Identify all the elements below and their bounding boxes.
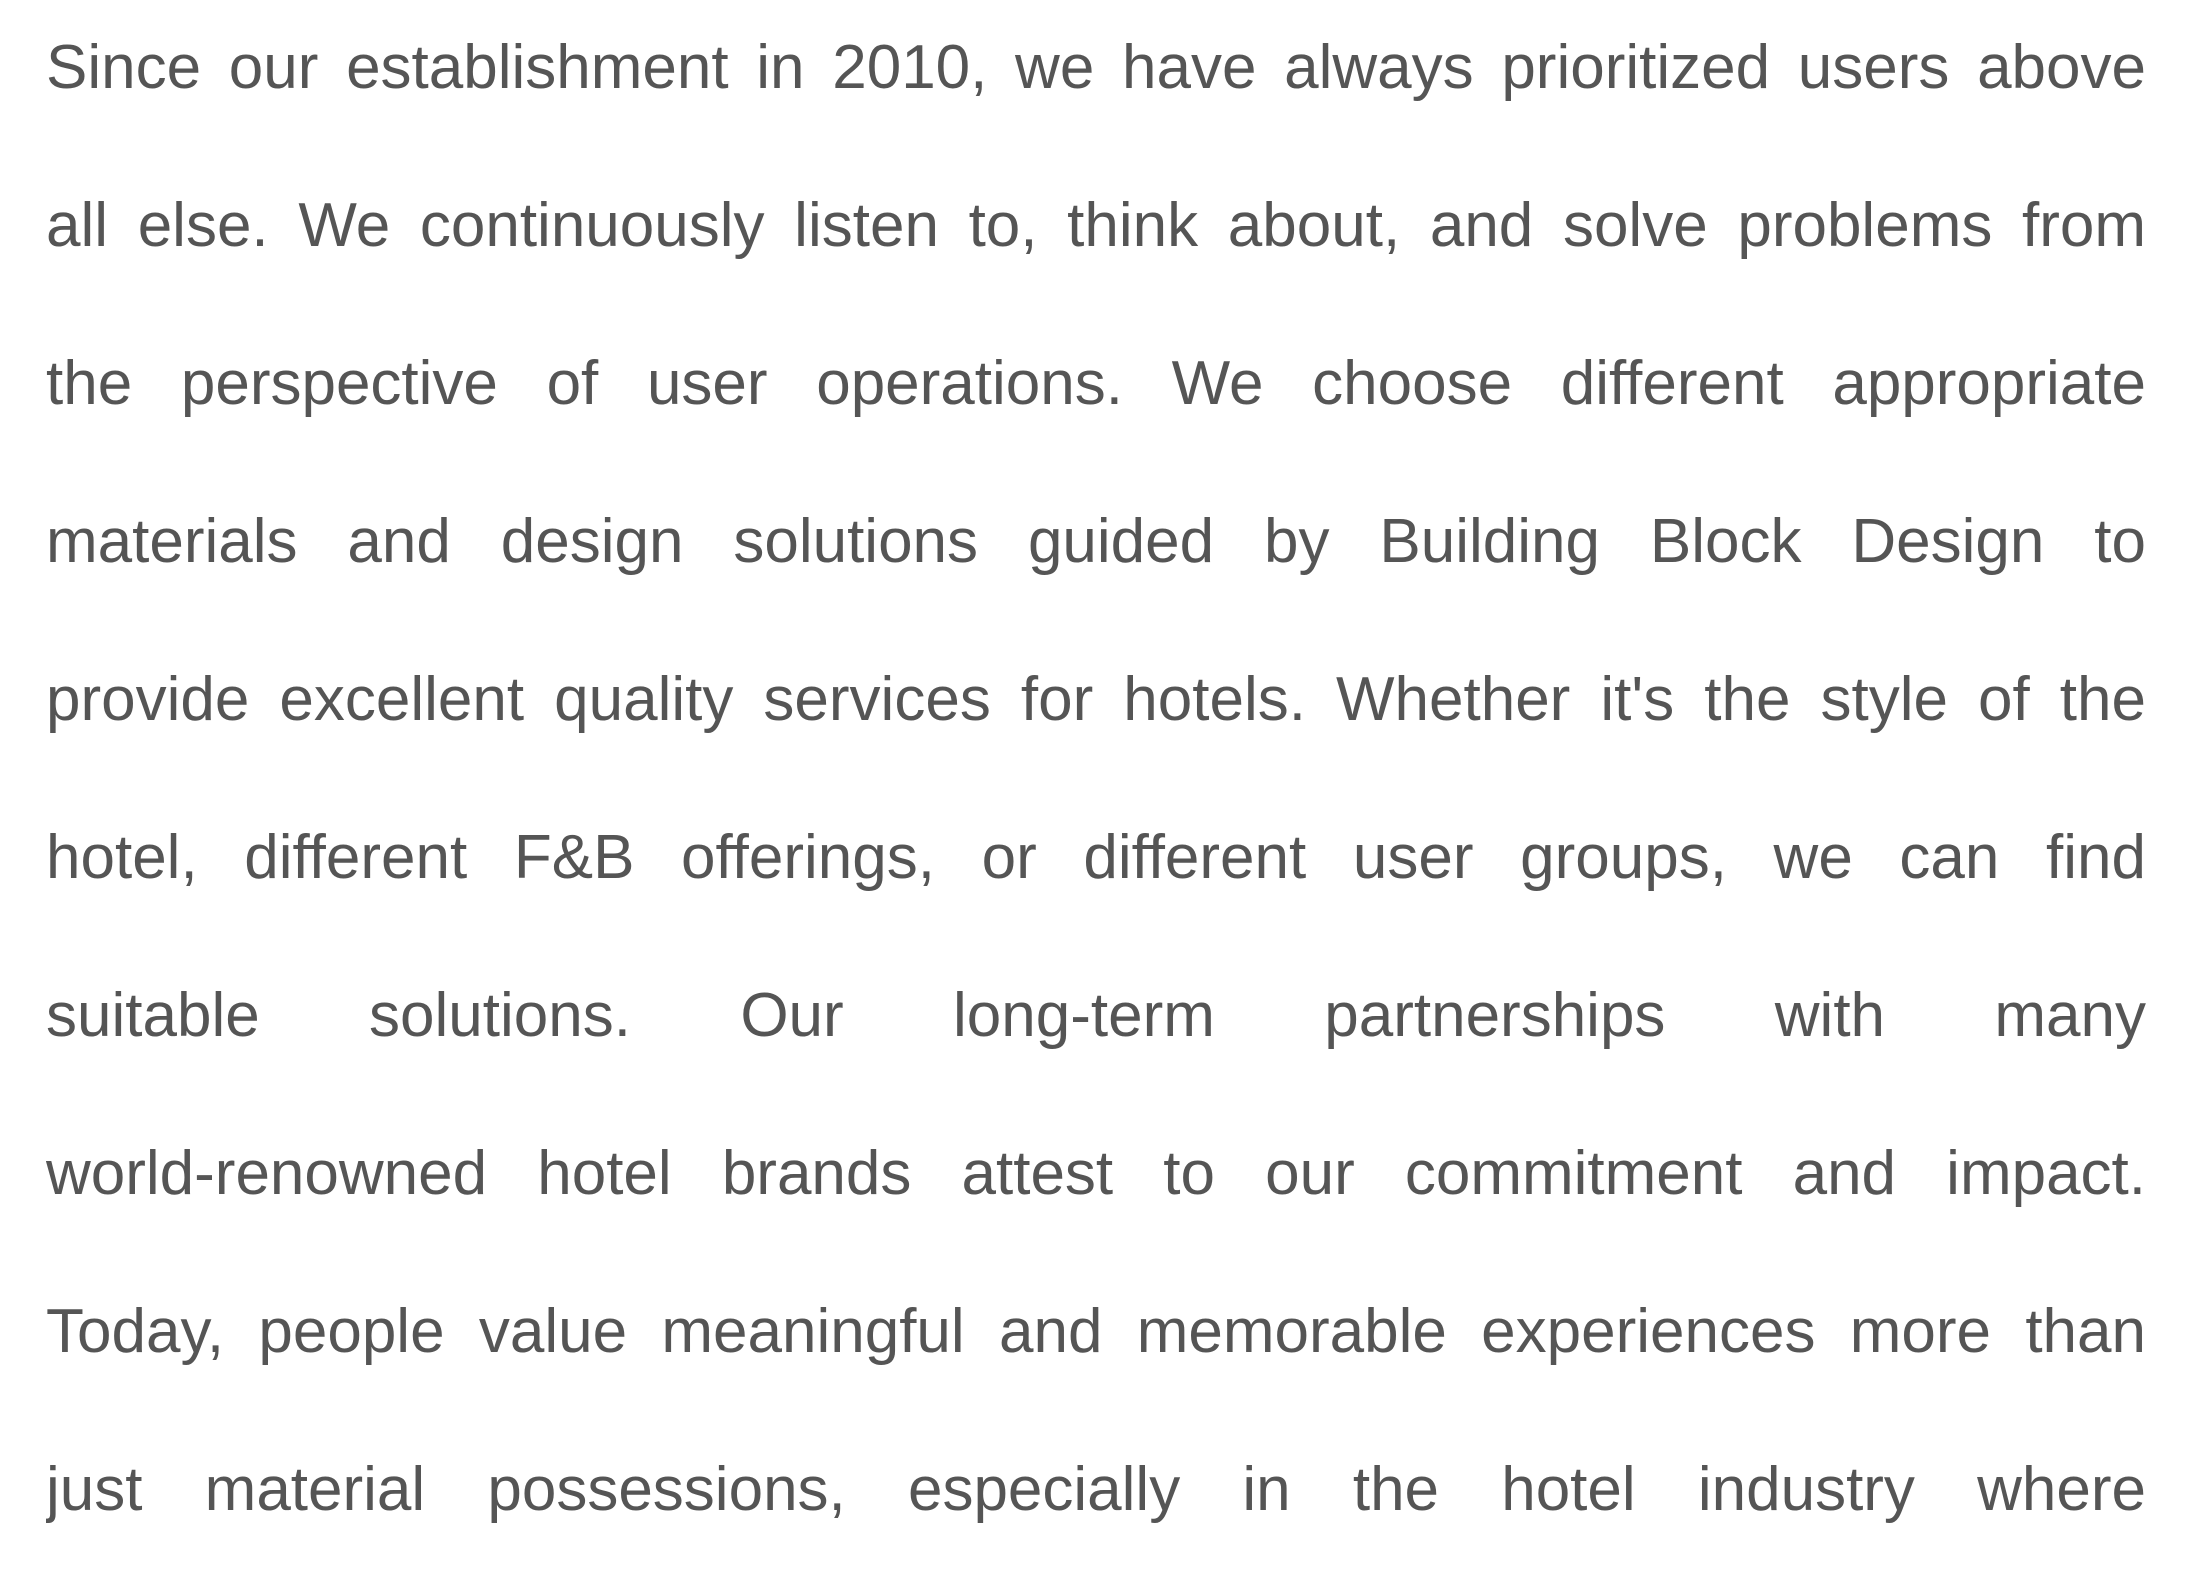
text-line-1: Since our establishment in 2010, we have always prioritized users above [46, 33, 2146, 102]
text-line-7: suitable solutions. Our long-term partnerships with many [46, 981, 2146, 1050]
text-line-6: hotel, different F&B offerings, or different user groups, we can find [46, 823, 2146, 892]
text-line-3: the perspective of user operations. We choose different appropriate [46, 349, 2146, 418]
text-line-4: materials and design solutions guided by Building Block Design to [46, 507, 2146, 576]
document-body [46, 0, 2146, 1580]
text-line-9: Today, people value meaningful and memorable experiences more than [46, 1297, 2146, 1366]
text-line-2: all else. We continuously listen to, think about, and solve problems from [46, 191, 2146, 260]
text-line-5: provide excellent quality services for hotels. Whether it's the style of the [46, 665, 2146, 734]
text-line-10: just material possessions, especially in the hotel industry where [46, 1455, 2146, 1524]
text-line-8: world-renowned hotel brands attest to our commitment and impact. [46, 1139, 2146, 1208]
